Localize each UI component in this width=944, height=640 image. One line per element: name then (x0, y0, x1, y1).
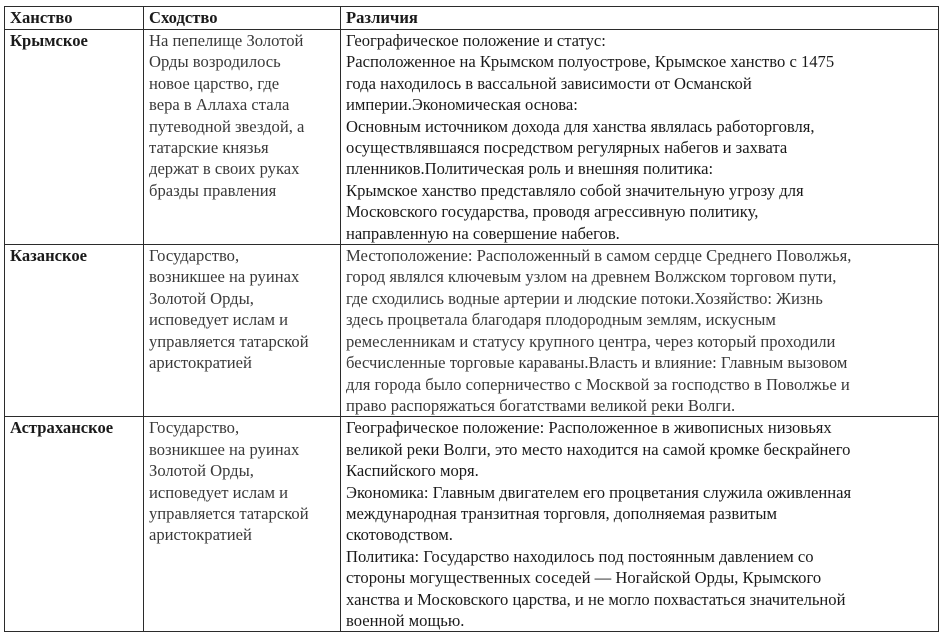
header-khanate: Ханство (5, 7, 144, 30)
similarity-line: Государство, (149, 246, 240, 266)
difference-line: где сходились водные артерии и людские потоки.Хозяйство: Жизнь (346, 288, 823, 308)
table-row (5, 30, 939, 245)
similarity-line: путеводной звездой, а (149, 116, 305, 136)
difference-line: Крымское ханство представляло собой значительную угрозу для (346, 180, 804, 200)
difference-line: здесь процветала благодаря плодородным землям, искусным (346, 310, 776, 330)
table-header-row (5, 7, 939, 30)
difference-line: международная транзитная торговля, дополняемая развитым (346, 503, 777, 523)
similarity-line: вера в Аллаха стала (149, 95, 290, 115)
khanate-name: Астраханское (5, 417, 144, 632)
difference-line: Местоположение: Расположенный в самом сердце Среднего Поволжья, (346, 246, 852, 266)
differences-cell (341, 30, 939, 245)
difference-line: Политика: Государство находилось под постоянным давлением со (346, 546, 814, 566)
difference-line: право распоряжаться богатствами великой реки Волги. (346, 395, 736, 415)
difference-line: Расположенное на Крымском полуострове, Крымское ханство с 1475 (346, 52, 835, 72)
difference-line: Каспийского моря. (346, 461, 479, 481)
similarity-cell (144, 245, 341, 417)
difference-line: Географическое положение: Расположенное в живописных низовьях (346, 418, 832, 438)
table-row (5, 245, 939, 417)
difference-line: пленников.Политическая роль и внешняя политика: (346, 159, 714, 179)
similarity-line: исповедует ислам и (149, 310, 289, 330)
similarity-line: держат в своих руках (149, 159, 300, 179)
difference-line: ремесленникам и статусу крупного центра, через который проходили (346, 331, 836, 351)
similarity-line: На пепелище Золотой (149, 31, 304, 50)
similarity-line: возникшее на руинах (149, 439, 300, 459)
similarity-line: аристократией (149, 353, 252, 373)
difference-line: ханства и Московского царства, и не могло похвастаться значительной (346, 589, 846, 609)
difference-line: года находилось в вассальной зависимости от Османской (346, 73, 752, 93)
khanate-name: Крымское (5, 30, 144, 245)
similarity-line: новое царство, где (149, 73, 280, 93)
difference-line: для города было соперничество с Москвой за господство в Поволжье и (346, 374, 850, 394)
header-differences: Различия (341, 7, 939, 30)
similarity-line: возникшее на руинах (149, 267, 300, 287)
similarity-line: Золотой Орды, (149, 288, 254, 308)
difference-line: империи.Экономическая основа: (346, 95, 578, 115)
difference-line: военной мощью. (346, 610, 465, 630)
difference-line: осуществлявшаяся посредством регулярных набегов и захвата (346, 138, 788, 158)
difference-line: Московского государства, проводя агрессивную политику, (346, 202, 759, 222)
difference-line: Экономика: Главным двигателем его процветания служила оживленная (346, 482, 852, 502)
khanate-name: Казанское (5, 245, 144, 417)
differences-cell (341, 245, 939, 417)
khanates-comparison-table (4, 6, 939, 632)
similarity-line: управляется татарской (149, 503, 309, 523)
difference-line: скотоводством. (346, 525, 453, 545)
similarity-line: Государство, (149, 418, 240, 438)
difference-line: бесчисленные торговые караваны.Власть и влияние: Главным вызовом (346, 353, 848, 373)
difference-line: великой реки Волги, это место находится на самой кромке бескрайнего (346, 439, 851, 459)
header-similarity: Сходство (144, 7, 341, 30)
similarity-line: Золотой Орды, (149, 461, 254, 481)
differences-cell (341, 417, 939, 632)
difference-line: стороны могущественных соседей — Ногайской Орды, Крымского (346, 568, 822, 588)
difference-line: Географическое положение и статус: (346, 31, 606, 50)
similarity-line: аристократией (149, 525, 252, 545)
similarity-cell (144, 30, 341, 245)
difference-line: Основным источником дохода для ханства являлась работорговля, (346, 116, 815, 136)
difference-line: направленную на совершение набегов. (346, 223, 620, 243)
difference-line: город являлся ключевым узлом на древнем Волжском торговом пути, (346, 267, 837, 287)
similarity-line: бразды правления (149, 180, 277, 200)
similarity-line: управляется татарской (149, 331, 309, 351)
similarity-cell (144, 417, 341, 632)
similarity-line: Орды возродилось (149, 52, 281, 72)
similarity-line: татарские князья (149, 138, 269, 158)
similarity-line: исповедует ислам и (149, 482, 289, 502)
table-row (5, 417, 939, 632)
